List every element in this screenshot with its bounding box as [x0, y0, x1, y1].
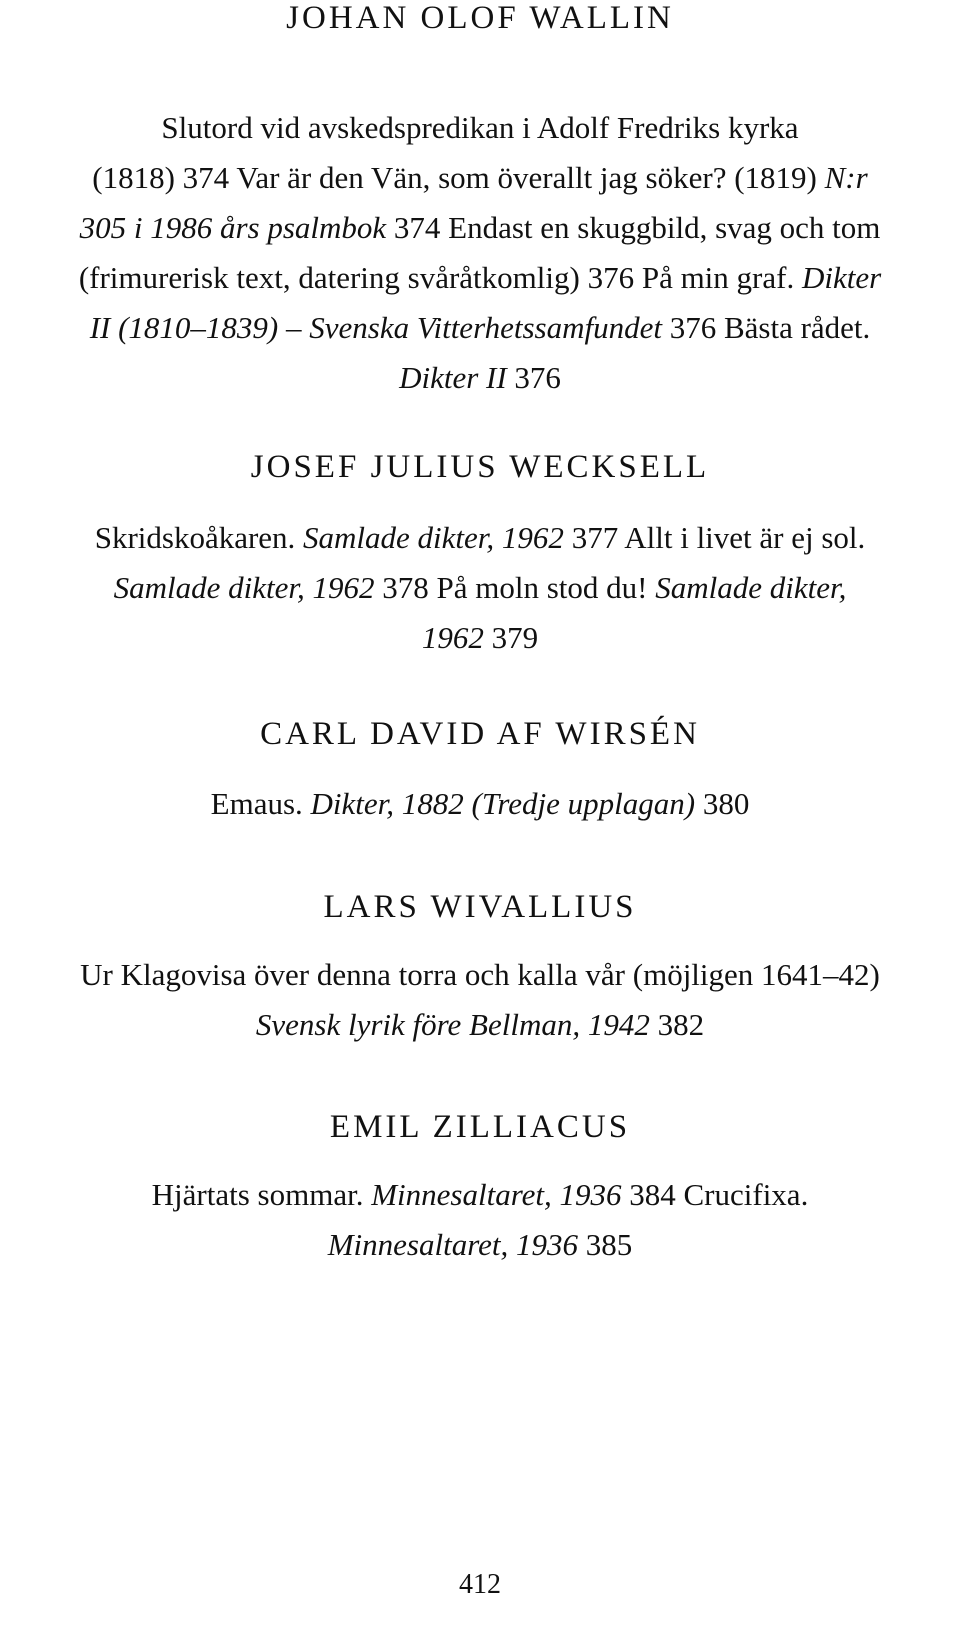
entry-text: 378 På moln stod du! — [374, 570, 656, 605]
entry-line — [0, 108, 960, 148]
italic-citation: Samlade dikter, — [655, 570, 847, 605]
entry-text: (1818) 374 Var är den Vän, som överallt jag söker? (1819) — [92, 160, 825, 195]
entry-line — [0, 1005, 960, 1045]
entry-text: Emaus. — [210, 786, 311, 821]
entry-text: Skridskoåkaren. — [94, 520, 304, 555]
italic-citation: Samlade dikter, 1962 — [303, 520, 564, 555]
italic-citation: II (1810–1839) – Svenska Vitterhetssamfundet — [89, 310, 662, 345]
entry-text: 384 Crucifixa. — [621, 1177, 809, 1212]
entry-text: 385 — [578, 1227, 633, 1262]
entry-line — [0, 208, 960, 248]
entry-text: 376 — [506, 360, 561, 395]
entry-text: Ur Klagovisa över denna torra och kalla vår (möjligen 1641–42) — [80, 957, 880, 992]
author-heading-wallin: JOHAN OLOF WALLIN — [286, 0, 674, 36]
entry-line — [0, 618, 960, 658]
italic-citation: Dikter II — [399, 360, 507, 395]
entry-line — [0, 955, 960, 995]
entry-text: 376 Bästa rådet. — [661, 310, 871, 345]
author-heading-zilliacus: EMIL ZILLIACUS — [329, 1109, 631, 1145]
italic-citation: 1962 — [421, 620, 484, 655]
entry-line — [0, 358, 960, 398]
page-number: 412 — [459, 1569, 501, 1600]
entry-line — [0, 1175, 960, 1215]
italic-citation: Dikter, 1882 (Tredje upplagan) — [310, 786, 696, 821]
entry-text: 374 Endast en skuggbild, svag och tom — [386, 210, 881, 245]
italic-citation: Samlade dikter, 1962 — [113, 570, 375, 605]
entry-line — [0, 1225, 960, 1265]
italic-citation: Dikter — [801, 260, 882, 295]
author-heading-wirsen: CARL DAVID AF WIRSÉN — [260, 716, 700, 752]
entry-line — [0, 308, 960, 348]
author-heading-wivallius: LARS WIVALLIUS — [323, 889, 637, 925]
entry-line — [0, 158, 960, 198]
entry-line — [0, 568, 960, 608]
entry-text: 380 — [695, 786, 750, 821]
entry-text: Slutord vid avskedspredikan i Adolf Fredriks kyrka — [161, 110, 799, 145]
entry-text: Hjärtats sommar. — [151, 1177, 372, 1212]
entry-text: 377 Allt i livet är ej sol. — [563, 520, 866, 555]
entry-line — [0, 518, 960, 558]
entry-text: 382 — [649, 1007, 705, 1042]
entry-text: 379 — [483, 620, 539, 655]
author-heading-wecksell: JOSEF JULIUS WECKSELL — [250, 449, 710, 485]
entry-line — [0, 784, 960, 824]
entry-text: (frimurerisk text, datering svåråtkomlig) 376 På min graf. — [78, 260, 802, 295]
entry-line — [0, 258, 960, 298]
italic-citation: N:r — [824, 160, 868, 195]
italic-citation: 305 i 1986 års psalmbok — [79, 210, 387, 245]
italic-citation: Minnesaltaret, 1936 — [371, 1177, 622, 1212]
italic-citation: Minnesaltaret, 1936 — [327, 1227, 579, 1262]
italic-citation: Svensk lyrik före Bellman, 1942 — [255, 1007, 650, 1042]
